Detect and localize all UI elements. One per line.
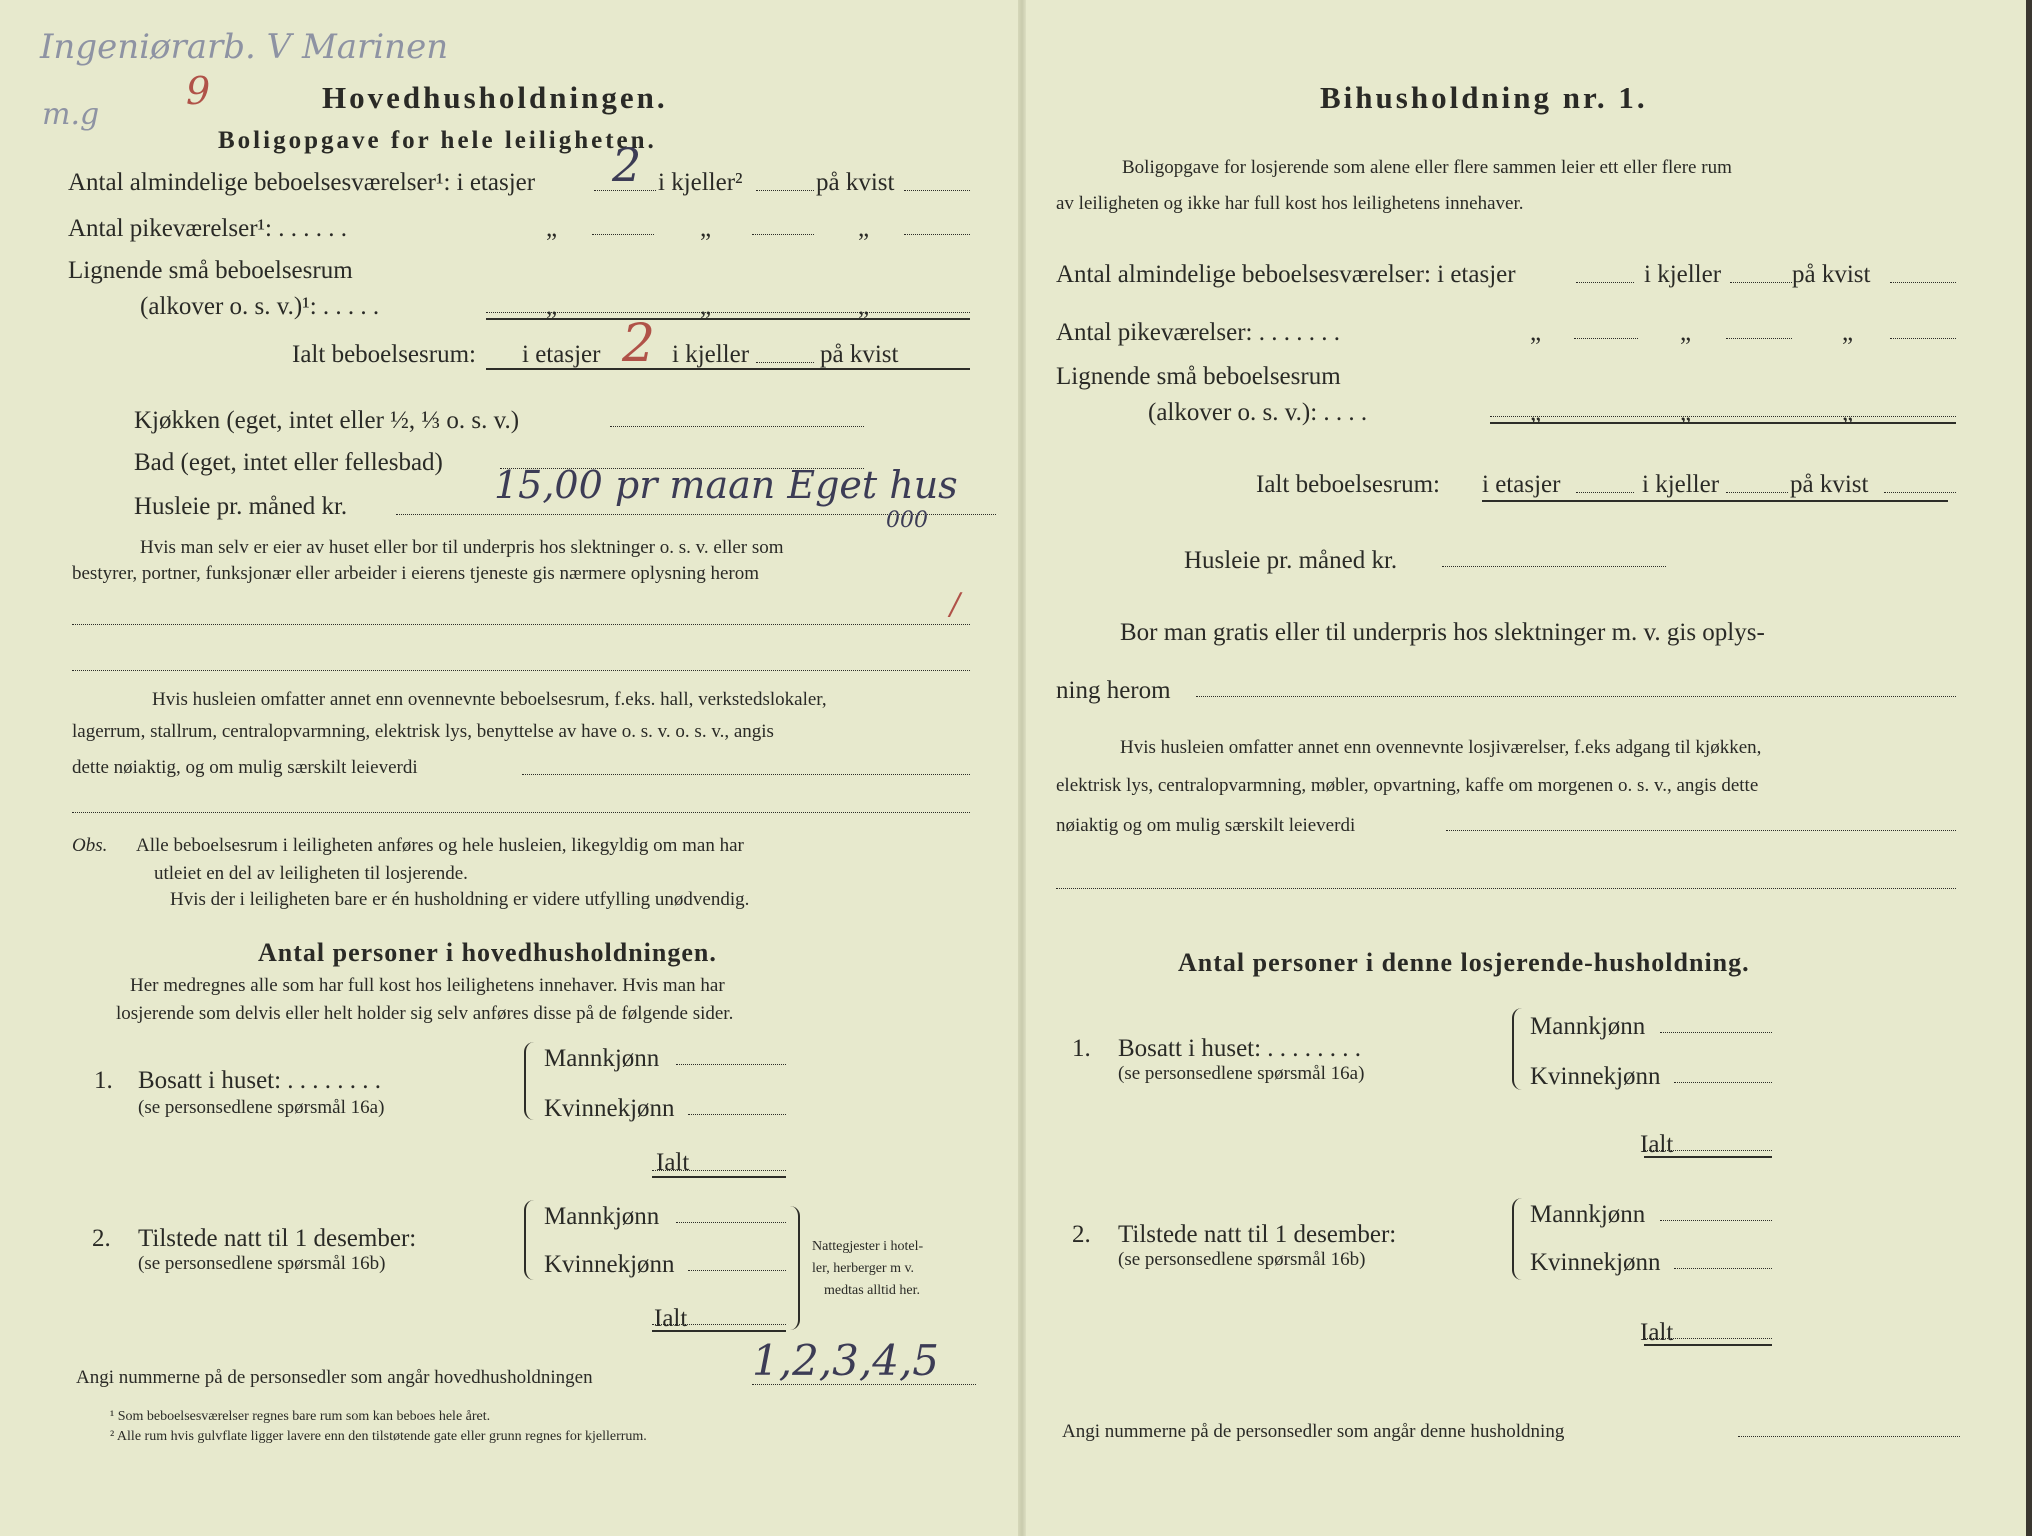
right-q2-kvinne-field[interactable]	[1674, 1268, 1772, 1269]
right-row1-kjeller: i kjeller	[1644, 261, 1722, 288]
left-row1-kjeller-field[interactable]	[756, 190, 814, 191]
left-red-tick: /	[950, 587, 961, 622]
right-ialt-etasjer-field[interactable]	[1576, 492, 1634, 493]
right-row2-kvist-field[interactable]	[1890, 338, 1956, 339]
left-q2-ialt: Ialt	[654, 1305, 688, 1332]
left-q2-ialt-field[interactable]	[652, 1324, 786, 1325]
right-q1-ialt: Ialt	[1640, 1131, 1674, 1158]
left-ialt-etasjer: i etasjer	[522, 341, 601, 368]
left-obs-a: Alle beboelsesrum i leiligheten anføres og hele husleien, likegyldig om man har	[136, 835, 744, 856]
left-persons-b: losjerende som delvis eller helt holder sig selv anføres disse på de følgende sider.	[116, 1003, 734, 1024]
left-q1-ialt-line	[652, 1176, 786, 1178]
left-husleie-value: 15,00 pr maan Eget hus	[494, 463, 958, 507]
left-husleien-c: dette nøiaktig, og om mulig særskilt leieverdi	[72, 757, 418, 778]
left-persons-a: Her medregnes alle som har full kost hos leilighetens innehaver. Hvis man har	[130, 975, 725, 996]
left-leieverdi-field-2[interactable]	[72, 812, 970, 813]
left-row3-label-b: (alkover o. s. v.)¹: . . . . .	[140, 293, 380, 320]
right-q2-num: 2.	[1072, 1221, 1091, 1248]
right-q2-ialt: Ialt	[1640, 1319, 1674, 1346]
left-row1-kvist-field[interactable]	[904, 190, 970, 191]
right-row1-kjeller-field[interactable]	[1730, 282, 1792, 283]
left-subtitle: Boligopgave for hele leiligheten.	[218, 127, 657, 154]
right-husleien-c: nøiaktig og om mulig særskilt leieverdi	[1056, 815, 1356, 836]
left-row1-kvist: på kvist	[816, 169, 895, 196]
left-q1-mann-field[interactable]	[676, 1064, 786, 1065]
left-q1-kvinne-field[interactable]	[688, 1114, 786, 1115]
right-title: Bihusholdning nr. 1.	[1320, 80, 1648, 115]
left-q1-num: 1.	[94, 1067, 113, 1094]
right-row2-quote-3: „	[1842, 319, 1854, 346]
right-q1-ialt-field[interactable]	[1644, 1150, 1772, 1151]
left-ialt-kjeller-field[interactable]	[756, 362, 814, 363]
right-row2-quote-2: „	[1680, 319, 1692, 346]
right-q1-ialt-line	[1644, 1156, 1772, 1158]
right-q1-sub: (se personsedlene spørsmål 16a)	[1118, 1063, 1365, 1084]
left-bad-label: Bad (eget, intet eller fellesbad)	[134, 449, 443, 476]
left-q2-mann-field[interactable]	[676, 1222, 786, 1223]
left-row3-field[interactable]	[486, 312, 970, 313]
right-row1-etasjer-field[interactable]	[1576, 282, 1634, 283]
left-q2-num: 2.	[92, 1225, 111, 1252]
left-row2-quote-3: „	[858, 215, 870, 242]
left-row1-etasjer-value: 2	[612, 138, 642, 192]
left-row3-label-a: Lignende små beboelsesrum	[68, 257, 353, 284]
handwritten-top-note: Ingeniørarb. V Marinen	[40, 27, 449, 67]
right-row2-etasjer-field[interactable]	[1574, 338, 1638, 339]
left-row2-label: Antal pikeværelser¹: . . . . . .	[68, 215, 347, 242]
right-ialt-label: Ialt beboelsesrum:	[1256, 471, 1440, 498]
left-ialt-line	[486, 368, 970, 370]
right-gratis-field[interactable]	[1196, 696, 1956, 697]
right-husleie-field[interactable]	[1442, 566, 1666, 567]
right-row3-field[interactable]	[1490, 416, 1956, 417]
left-obs-b: utleiet en del av leiligheten til losjerende.	[154, 863, 468, 884]
right-ialt-etasjer: i etasjer	[1482, 471, 1561, 498]
right-angi-label: Angi nummerne på de personsedler som angår denne husholdning	[1062, 1421, 1565, 1442]
right-row3-quote-2: „	[1680, 399, 1692, 426]
right-row1-kvist-field[interactable]	[1890, 282, 1956, 283]
left-nattegjester-c: medtas alltid her.	[824, 1283, 921, 1298]
right-gratis-b: ning herom	[1056, 677, 1171, 704]
right-q1-num: 1.	[1072, 1035, 1091, 1062]
right-q2-label: Tilstede natt til 1 desember:	[1118, 1221, 1397, 1248]
left-nattegjester-a: Nattegjester i hotel-	[812, 1239, 924, 1254]
page-fold	[1018, 0, 1026, 1536]
left-nattegjester-b: ler, herberger m v.	[812, 1261, 915, 1276]
left-persons-title: Antal personer i hovedhusholdningen.	[258, 938, 717, 967]
left-eier-field-2[interactable]	[72, 670, 970, 671]
left-eier-field-1[interactable]	[72, 624, 970, 625]
right-row3-quote-1: „	[1530, 399, 1542, 426]
left-row2-etasjer-field[interactable]	[592, 234, 654, 235]
left-row2-kvist-field[interactable]	[904, 234, 970, 235]
left-husleie-label: Husleie pr. måned kr.	[134, 493, 348, 520]
right-persons-title: Antal personer i denne losjerende-husholdning.	[1178, 948, 1750, 977]
left-obs-c: Hvis der i leiligheten bare er én husholdning er videre utfylling unødvendig.	[170, 889, 750, 910]
left-obs-label: Obs.	[72, 835, 108, 856]
left-kjokken-label: Kjøkken (eget, intet eller ½, ⅓ o. s. v.)	[134, 407, 520, 434]
left-husleie-mark: 000	[886, 508, 928, 533]
left-angi-value: 1,2,3,4,5	[752, 1336, 940, 1385]
left-q2-label: Tilstede natt til 1 desember:	[138, 1225, 417, 1252]
right-row2-kjeller-field[interactable]	[1726, 338, 1792, 339]
left-q1-kvinne: Kvinnekjønn	[544, 1095, 675, 1122]
sheet-edge	[2026, 0, 2032, 1536]
left-q1-sub: (se personsedlene spørsmål 16a)	[138, 1097, 385, 1118]
left-q1-brace	[524, 1042, 538, 1120]
right-q2-mann-field[interactable]	[1660, 1220, 1772, 1221]
right-husleie-label: Husleie pr. måned kr.	[1184, 547, 1398, 574]
right-intro-b: av leiligheten og ikke har full kost hos leilighetens innehaver.	[1056, 193, 1524, 214]
left-q2-kvinne: Kvinnekjønn	[544, 1251, 675, 1278]
right-q1-brace	[1512, 1008, 1526, 1090]
right-q2-ialt-field[interactable]	[1644, 1338, 1772, 1339]
left-q2-sub: (se personsedlene spørsmål 16b)	[138, 1253, 386, 1274]
right-q2-kvinne: Kvinnekjønn	[1530, 1249, 1661, 1276]
left-husleien-b: lagerrum, stallrum, centralopvarmning, elektrisk lys, benyttelse av have o. s. v. o. s. v., angis	[72, 721, 774, 742]
left-row1-label: Antal almindelige beboelsesværelser¹: i etasjer	[68, 169, 536, 196]
left-row2-kjeller-field[interactable]	[752, 234, 814, 235]
left-ialt-kvist: på kvist	[820, 341, 899, 368]
left-ialt-etasjer-value: 2	[622, 314, 656, 374]
left-ialt-label: Ialt beboelsesrum:	[292, 341, 476, 368]
right-intro-a: Boligopgave for losjerende som alene eller flere sammen leier ett eller flere rum	[1122, 157, 1732, 178]
right-q2-sub: (se personsedlene spørsmål 16b)	[1118, 1249, 1366, 1270]
right-ialt-line	[1482, 500, 1948, 502]
left-kjokken-field[interactable]	[610, 426, 864, 427]
right-row1-kvist: på kvist	[1792, 261, 1871, 288]
right-q2-ialt-line	[1644, 1344, 1772, 1346]
left-q2-mann: Mannkjønn	[544, 1203, 660, 1230]
right-ialt-kjeller: i kjeller	[1642, 471, 1720, 498]
left-eier-note-a: Hvis man selv er eier av huset eller bor til underpris hos slektninger o. s. v. eller som	[140, 537, 784, 558]
left-q1-mann: Mannkjønn	[544, 1045, 660, 1072]
left-q1-ialt: Ialt	[656, 1149, 690, 1176]
right-q1-kvinne: Kvinnekjønn	[1530, 1063, 1661, 1090]
left-q2-ialt-line	[652, 1330, 786, 1332]
right-q1-kvinne-field[interactable]	[1674, 1082, 1772, 1083]
left-row2-quote-1: „	[546, 215, 558, 242]
left-q2-kvinne-field[interactable]	[688, 1270, 786, 1271]
handwritten-red-number: 9	[186, 69, 211, 113]
right-angi-field[interactable]	[1738, 1436, 1960, 1437]
right-q2-brace	[1512, 1198, 1526, 1280]
right-row2-quote-1: „	[1530, 319, 1542, 346]
left-husleien-a: Hvis husleien omfatter annet enn ovennevnte beboelsesrum, f.eks. hall, verkstedslokaler,	[152, 689, 827, 710]
left-q2-right-brace	[786, 1206, 800, 1330]
right-q1-label: Bosatt i huset: . . . . . . . .	[1118, 1035, 1362, 1062]
right-row2-label: Antal pikeværelser: . . . . . . .	[1056, 319, 1340, 346]
left-eier-note-b: bestyrer, portner, funksjonær eller arbeider i eierens tjeneste gis nærmere oplysning herom	[72, 563, 760, 584]
right-leieverdi-field-2[interactable]	[1056, 888, 1956, 889]
left-leieverdi-field[interactable]	[522, 774, 970, 775]
left-q1-label: Bosatt i huset: . . . . . . . .	[138, 1067, 382, 1094]
right-ialt-kjeller-field[interactable]	[1726, 492, 1788, 493]
right-husleien-a: Hvis husleien omfatter annet enn ovennevnte losjiværelser, f.eks adgang til kjøkken,	[1120, 737, 1762, 758]
left-angi-label: Angi nummerne på de personsedler som angår hovedhusholdningen	[76, 1367, 593, 1388]
right-q1-mann-field[interactable]	[1660, 1032, 1772, 1033]
left-footnote-1: ¹ Som beboelsesværelser regnes bare rum som kan beboes hele året.	[110, 1409, 491, 1424]
left-footnote-2: ² Alle rum hvis gulvflate ligger lavere enn den tilstøtende gate eller grunn regnes for kjellerrum.	[110, 1429, 647, 1444]
right-leieverdi-field[interactable]	[1446, 830, 1956, 831]
left-q2-brace	[524, 1200, 538, 1280]
right-gratis-a: Bor man gratis eller til underpris hos slektninger m. v. gis oplys-	[1120, 619, 1765, 646]
left-row3-quote-1: „	[546, 293, 558, 320]
right-row3-sum-line	[1490, 422, 1956, 424]
left-row3-quote-3: „	[858, 293, 870, 320]
left-row3-quote-2: „	[700, 293, 712, 320]
right-row1-label: Antal almindelige beboelsesværelser: i etasjer	[1056, 261, 1516, 288]
right-row3-label-b: (alkover o. s. v.): . . . .	[1148, 399, 1368, 426]
right-ialt-kvist-field[interactable]	[1884, 492, 1956, 493]
right-q1-mann: Mannkjønn	[1530, 1013, 1646, 1040]
right-row3-quote-3: „	[1842, 399, 1854, 426]
left-row1-kjeller: i kjeller²	[658, 169, 743, 196]
handwritten-margin-mark: m.g	[42, 97, 100, 132]
left-q1-ialt-field[interactable]	[652, 1170, 786, 1171]
right-row3-label-a: Lignende små beboelsesrum	[1056, 363, 1341, 390]
left-title: Hovedhusholdningen.	[322, 80, 668, 115]
left-row3-sum-line	[486, 318, 970, 320]
right-q2-mann: Mannkjønn	[1530, 1201, 1646, 1228]
right-husleien-b: elektrisk lys, centralopvarmning, møbler, opvartning, kaffe om morgenen o. s. v., angis dette	[1056, 775, 1759, 796]
right-ialt-kvist: på kvist	[1790, 471, 1869, 498]
left-ialt-kjeller: i kjeller	[672, 341, 750, 368]
left-row2-quote-2: „	[700, 215, 712, 242]
